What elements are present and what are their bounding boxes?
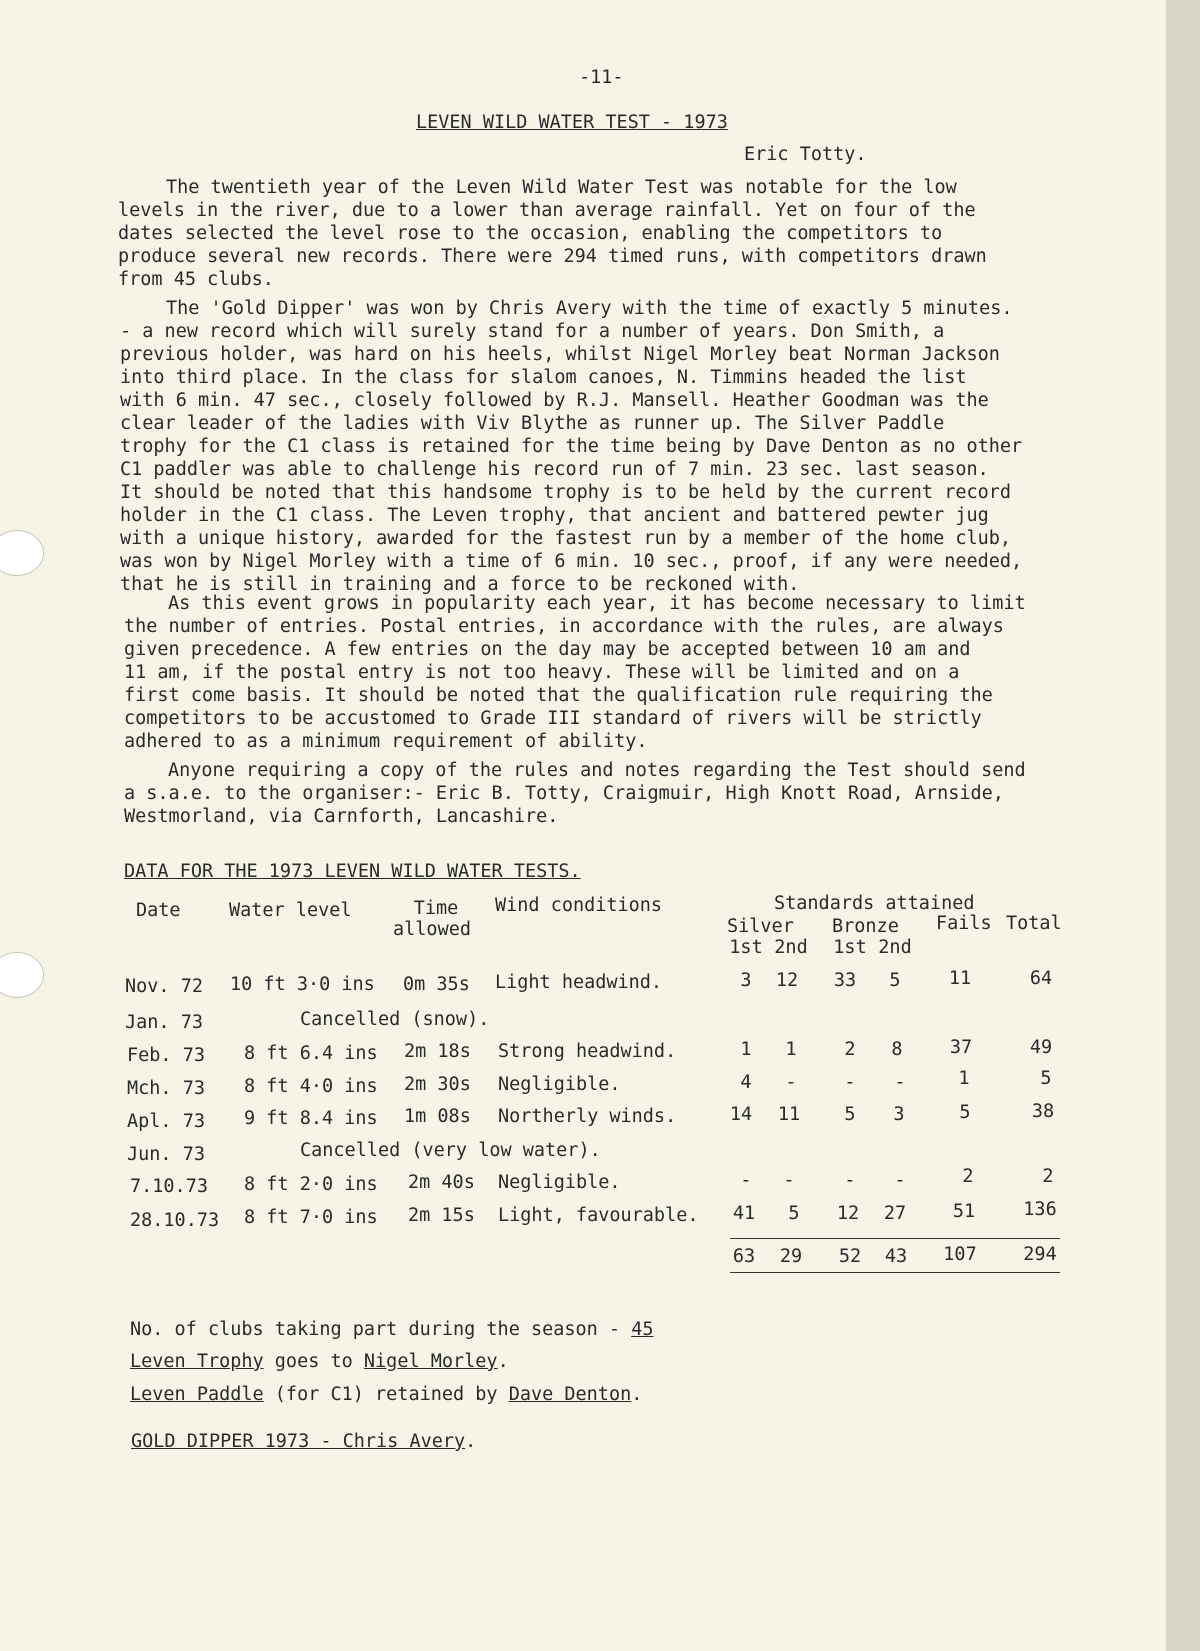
row-note: Cancelled (very low water).	[300, 1140, 601, 1161]
row-water-level: 9 ft 8.4 ins	[244, 1108, 378, 1129]
header-bronze-1st: 1st	[833, 937, 867, 958]
row-bronze-1st: 33	[833, 970, 857, 991]
row-date: Jun. 73	[127, 1144, 205, 1165]
paddle-mid: (for C1) retained by	[263, 1384, 509, 1405]
row-time: 2m 30s	[404, 1074, 471, 1095]
header-silver-2nd: 2nd	[774, 937, 808, 958]
paragraph-2	[120, 297, 1120, 596]
row-time: 0m 35s	[403, 974, 470, 995]
text-line: The 'Gold Dipper' was won by Chris Avery with the time of exactly 5 minutes.	[166, 298, 1013, 319]
text-line: Westmorland, via Carnforth, Lancashire.	[124, 806, 559, 827]
text-line: first come basis. It should be noted that the qualification rule requiring the	[124, 685, 993, 706]
gold-dipper: GOLD DIPPER 1973 - Chris Avery	[131, 1431, 466, 1452]
trophy-line	[130, 1350, 509, 1373]
text-line: holder in the C1 class. The Leven trophy, that ancient and battered pewter jug	[120, 505, 989, 526]
row-silver-2nd: -	[783, 1170, 795, 1191]
row-silver-1st: 41	[732, 1203, 756, 1224]
row-date: Apl. 73	[127, 1111, 205, 1132]
header-bronze: Bronze	[832, 916, 899, 937]
header-allowed: allowed	[393, 919, 471, 940]
row-bronze-2nd: -	[894, 1170, 906, 1191]
row-total: 5	[1040, 1068, 1052, 1089]
row-silver-2nd: 11	[777, 1104, 801, 1125]
text-line: levels in the river, due to a lower than average rainfall. Yet on four of the	[118, 200, 976, 221]
trophy-label: Leven Trophy	[130, 1351, 264, 1372]
text-line: that he is still in training and a force to be reckoned with.	[120, 574, 800, 595]
clubs-line	[130, 1318, 654, 1341]
row-silver-2nd: 12	[775, 970, 799, 991]
row-time: 2m 18s	[404, 1041, 471, 1062]
row-date: Nov. 72	[125, 976, 203, 997]
paddle-label: Leven Paddle	[130, 1384, 264, 1405]
header-standards: Standards attained	[774, 893, 975, 914]
text-line: adhered to as a minimum requirement of ability.	[124, 731, 648, 752]
text-line: C1 paddler was able to challenge his record run of 7 min. 23 sec. last season.	[120, 459, 989, 480]
text-line: dates selected the level rose to the occasion, enabling the competitors to	[118, 223, 943, 244]
text-line: clear leader of the ladies with Viv Blythe as runner up. The Silver Paddle	[120, 413, 945, 434]
text-line: produce several new records. There were 294 timed runs, with competitors drawn	[118, 246, 987, 267]
text-line: was won by Nigel Morley with a time of 6 min. 10 sec., proof, if any were needed,	[120, 551, 1023, 572]
row-bronze-2nd: 27	[883, 1203, 907, 1224]
row-bronze-1st: 12	[836, 1203, 860, 1224]
row-silver-1st: 14	[729, 1104, 753, 1125]
paddle-winner: Dave Denton	[508, 1384, 632, 1405]
clubs-count: 45	[631, 1319, 654, 1340]
paragraph-1	[118, 176, 1118, 291]
row-fails: 51	[952, 1201, 976, 1222]
text-line: given precedence. A few entries on the day may be accepted between 10 am and	[124, 639, 971, 660]
row-bronze-2nd: 3	[893, 1104, 905, 1125]
row-wind: Northerly winds.	[498, 1106, 677, 1127]
text-line: The twentieth year of the Leven Wild Water Test was notable for the low	[166, 177, 957, 198]
row-total: 136	[1023, 1199, 1057, 1220]
header-water-level: Water level	[229, 900, 352, 921]
text-line: It should be noted that this handsome trophy is to be held by the current record	[120, 482, 1012, 503]
punch-hole	[0, 530, 44, 576]
row-water-level: 10 ft 3·0 ins	[230, 974, 375, 995]
row-date: Mch. 73	[127, 1078, 205, 1099]
clubs-label: No. of clubs taking part during the season -	[130, 1319, 632, 1340]
header-total: Total	[1006, 913, 1062, 934]
row-bronze-2nd: 5	[889, 970, 901, 991]
row-date: Feb. 73	[127, 1045, 205, 1066]
row-date: 28.10.73	[130, 1210, 220, 1231]
row-total: 49	[1029, 1037, 1053, 1058]
header-wind: Wind conditions	[495, 895, 663, 916]
row-fails: 2	[962, 1166, 974, 1187]
row-total: 2	[1042, 1166, 1054, 1187]
row-water-level: 8 ft 2·0 ins	[244, 1174, 378, 1195]
row-time: 2m 40s	[408, 1172, 475, 1193]
paddle-line	[130, 1383, 642, 1406]
row-date: Jan. 73	[125, 1012, 203, 1033]
row-fails: 1	[958, 1068, 970, 1089]
row-water-level: 8 ft 7·0 ins	[244, 1207, 378, 1228]
text-line: trophy for the C1 class is retained for the time being by Dave Denton as no other	[120, 436, 1023, 457]
row-bronze-2nd: -	[894, 1072, 906, 1093]
row-water-level: 8 ft 6.4 ins	[244, 1043, 378, 1064]
row-wind: Light, favourable.	[498, 1205, 699, 1226]
text-line: with a unique history, awarded for the fastest run by a member of the home club,	[120, 528, 1012, 549]
row-bronze-1st: 5	[844, 1104, 856, 1125]
total-total: 294	[1023, 1244, 1057, 1265]
row-date: 7.10.73	[130, 1176, 208, 1197]
row-bronze-1st: -	[844, 1072, 856, 1093]
row-time: 2m 15s	[408, 1205, 475, 1226]
total-fails: 107	[943, 1244, 977, 1265]
row-bronze-1st: -	[844, 1170, 856, 1191]
header-silver: Silver	[727, 916, 794, 937]
paddle-end: .	[631, 1384, 643, 1405]
header-silver-1st: 1st	[729, 937, 763, 958]
total-bronze-1st: 52	[838, 1246, 862, 1267]
text-line: the number of entries. Postal entries, in accordance with the rules, are always	[124, 616, 1004, 637]
row-wind: Light headwind.	[495, 972, 663, 993]
row-wind: Negligible.	[498, 1172, 621, 1193]
row-bronze-2nd: 8	[891, 1039, 903, 1060]
dipper-end: .	[465, 1431, 477, 1452]
paragraph-4	[124, 759, 1124, 828]
text-line: 11 am, if the postal entry is not too heavy. These will be limited and on a	[124, 662, 960, 683]
text-line: - a new record which will surely stand for a number of years. Don Smith, a	[120, 321, 945, 342]
total-silver-1st: 63	[732, 1246, 756, 1267]
totals-rule	[730, 1238, 1060, 1239]
trophy-mid: goes to	[263, 1351, 364, 1372]
text-line: into third place. In the class for slalom canoes, N. Timmins headed the list	[120, 367, 967, 388]
header-bronze-2nd: 2nd	[878, 937, 912, 958]
header-fails: Fails	[936, 913, 992, 934]
text-line: As this event grows in popularity each year, it has become necessary to limit	[168, 593, 1026, 614]
row-fails: 11	[948, 968, 972, 989]
row-silver-1st: 1	[740, 1039, 752, 1060]
row-silver-1st: 3	[740, 970, 752, 991]
header-date: Date	[136, 900, 181, 921]
row-wind: Strong headwind.	[498, 1041, 677, 1062]
paragraph-3	[124, 592, 1124, 753]
trophy-end: .	[497, 1351, 509, 1372]
row-time: 1m 08s	[404, 1106, 471, 1127]
total-bronze-2nd: 43	[884, 1246, 908, 1267]
text-line: previous holder, was hard on his heels, whilst Nigel Morley beat Norman Jackson	[120, 344, 1000, 365]
total-silver-2nd: 29	[779, 1246, 803, 1267]
row-silver-1st: 4	[740, 1072, 752, 1093]
row-silver-2nd: 5	[788, 1203, 800, 1224]
text-line: from 45 clubs.	[118, 269, 274, 290]
totals-rule-bottom	[730, 1272, 1060, 1273]
row-total: 64	[1029, 968, 1053, 989]
row-water-level: 8 ft 4·0 ins	[244, 1076, 378, 1097]
row-wind: Negligible.	[498, 1074, 621, 1095]
row-silver-2nd: -	[785, 1072, 797, 1093]
row-fails: 37	[949, 1037, 973, 1058]
header-time: Time	[413, 898, 459, 919]
text-line: Anyone requiring a copy of the rules and notes regarding the Test should send	[168, 760, 1026, 781]
page-title: LEVEN WILD WATER TEST - 1973	[416, 112, 728, 133]
text-line: a s.a.e. to the organiser:- Eric B. Totty, Craigmuir, High Knott Road, Arnside,	[124, 783, 1004, 804]
row-bronze-1st: 2	[844, 1039, 856, 1060]
text-line: with 6 min. 47 sec., closely followed by R.J. Mansell. Heather Goodman was the	[120, 390, 989, 411]
trophy-winner: Nigel Morley	[363, 1351, 498, 1372]
author: Eric Totty.	[744, 144, 867, 165]
row-silver-2nd: 1	[785, 1039, 797, 1060]
punch-hole	[0, 952, 44, 998]
row-total: 38	[1031, 1101, 1055, 1122]
text-line: competitors to be accustomed to Grade III standard of rivers will be strictly	[124, 708, 982, 729]
table-heading: DATA FOR THE 1973 LEVEN WILD WATER TESTS.	[124, 861, 581, 882]
row-note: Cancelled (snow).	[300, 1009, 490, 1030]
dipper-line	[131, 1430, 476, 1453]
page-number: -11-	[579, 67, 624, 88]
row-fails: 5	[959, 1102, 971, 1123]
row-silver-1st: -	[740, 1170, 752, 1191]
